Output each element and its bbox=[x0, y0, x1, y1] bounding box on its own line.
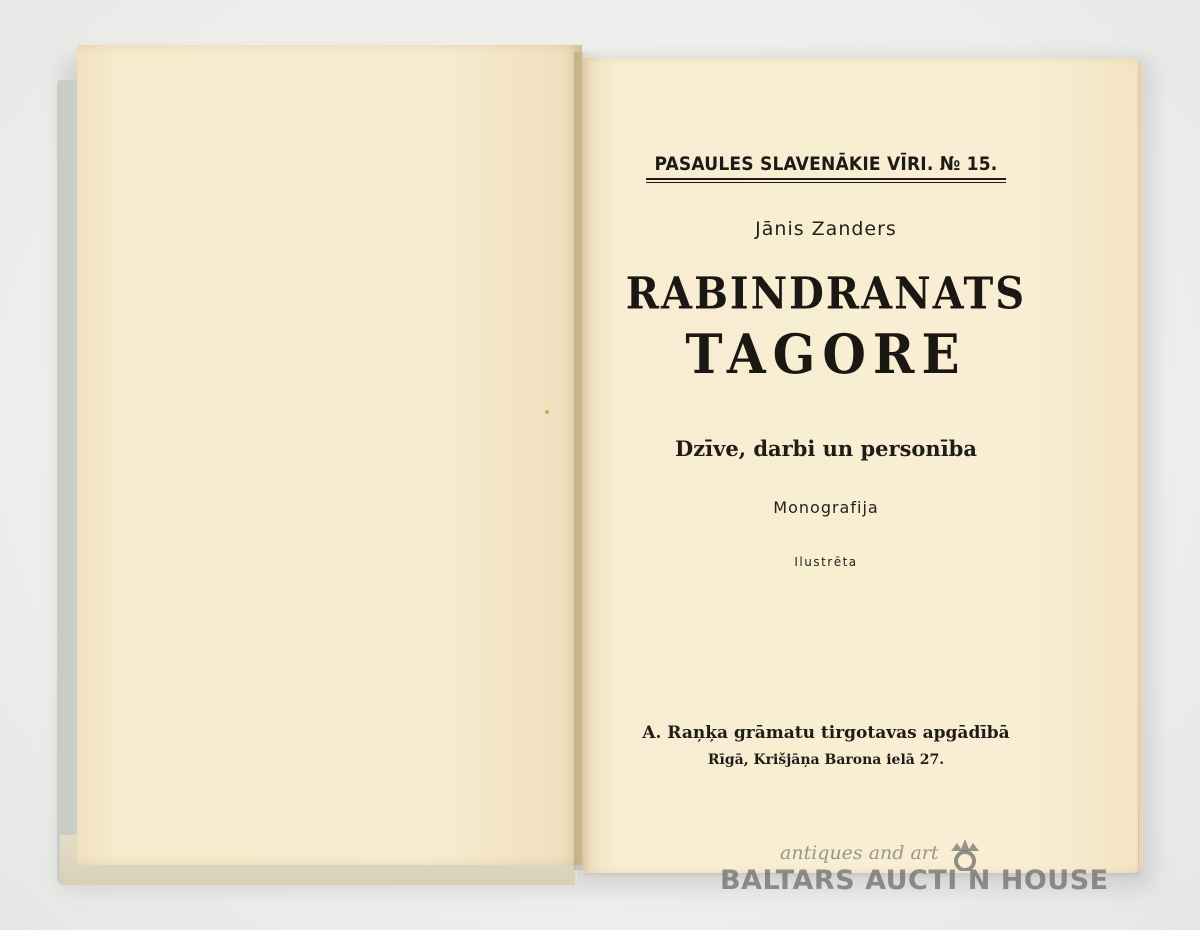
series-rule-thick bbox=[646, 178, 1006, 180]
watermark-name: BALTARS AUCTI N HOUSE bbox=[720, 865, 1109, 896]
illustrated-label: Ilustrēta bbox=[794, 555, 858, 569]
watermark-tagline: antiques and art bbox=[780, 842, 939, 864]
crown-icon bbox=[945, 835, 985, 871]
paper-speck bbox=[545, 410, 549, 414]
author-name: Jānis Zanders bbox=[755, 218, 897, 240]
publisher-line: A. Raņķa grāmatu tirgotavas apgādībā bbox=[642, 723, 1010, 743]
publisher-address: Rīgā, Krišjāņa Barona ielā 27. bbox=[707, 752, 945, 768]
series-header bbox=[646, 153, 1006, 183]
series-title: PASAULES SLAVENĀKIE VĪRI. № 15. bbox=[654, 153, 998, 175]
series-rule-thin bbox=[646, 182, 1006, 183]
book-subtitle: Dzīve, darbi un personība bbox=[675, 436, 977, 461]
book-title-line1: RABINDRANATS bbox=[625, 268, 1027, 320]
genre-label: Monografija bbox=[773, 498, 879, 517]
book-gutter bbox=[574, 52, 600, 870]
auction-watermark bbox=[720, 835, 1120, 905]
left-blank-page bbox=[77, 45, 582, 865]
book-title-line2: TAGORE bbox=[685, 322, 967, 386]
